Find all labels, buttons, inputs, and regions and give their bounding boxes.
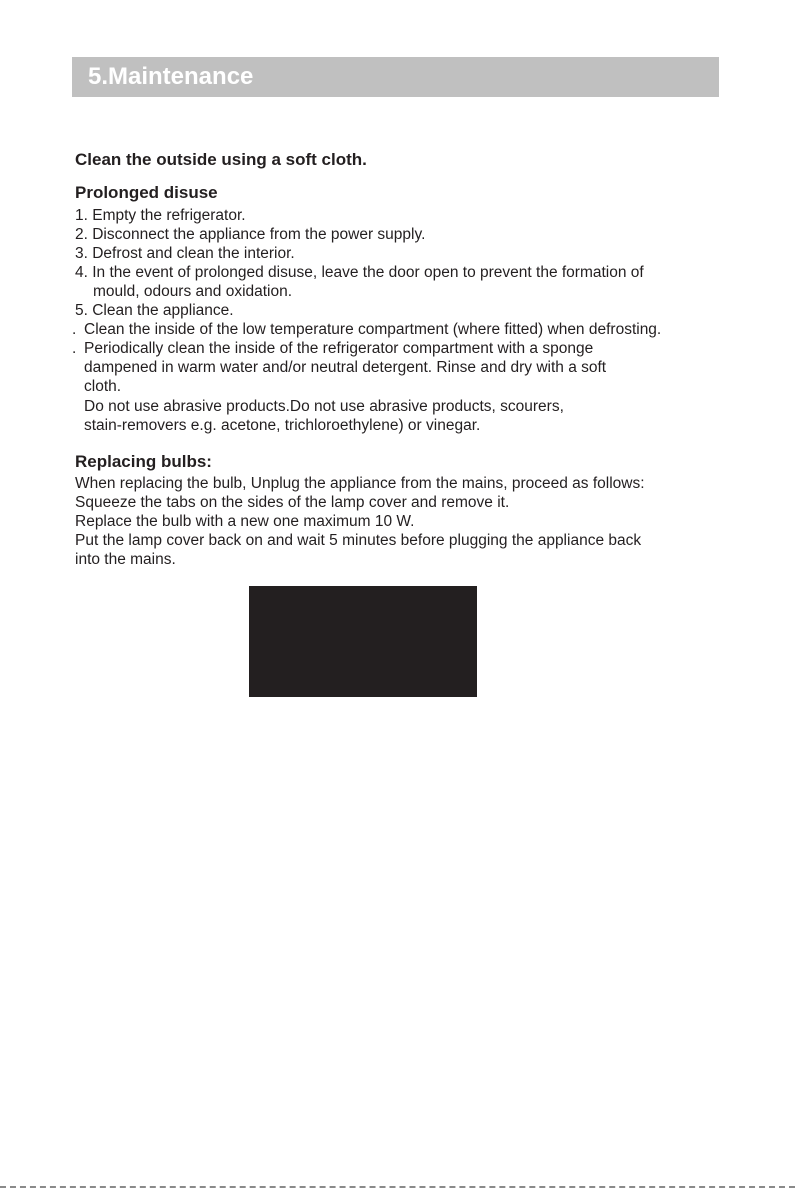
cleaning-bullet-1: Clean the inside of the low temperature compartment (where fitted) when defrosting.: [84, 321, 662, 338]
abrasive-warning-line-2: stain-removers e.g. acetone, trichloroethylene) or vinegar.: [84, 417, 481, 434]
disuse-step-1: 1. Empty the refrigerator.: [75, 207, 246, 224]
bullet-marker-1: .: [72, 321, 77, 338]
bulb-line-3: Replace the bulb with a new one maximum 10 W.: [75, 513, 415, 530]
bulb-line-1: When replacing the bulb, Unplug the appliance from the mains, proceed as follows:: [75, 475, 645, 492]
disuse-step-5: 5. Clean the appliance.: [75, 302, 234, 319]
clean-outside-heading: Clean the outside using a soft cloth.: [75, 150, 367, 169]
section-title-bar: [72, 57, 719, 97]
disuse-step-3: 3. Defrost and clean the interior.: [75, 245, 295, 262]
cleaning-bullet-2-line-2: dampened in warm water and/or neutral detergent. Rinse and dry with a soft: [84, 359, 607, 376]
cleaning-bullet-2-line-3: cloth.: [84, 378, 122, 395]
replacing-bulbs-heading: Replacing bulbs:: [75, 452, 212, 471]
cleaning-bullet-2-line-1: Periodically clean the inside of the refrigerator compartment with a sponge: [84, 340, 594, 357]
section-title: 5.Maintenance: [88, 63, 254, 90]
bullet-marker-2: .: [72, 340, 77, 357]
disuse-step-2: 2. Disconnect the appliance from the power supply.: [75, 226, 426, 243]
bulb-line-2: Squeeze the tabs on the sides of the lamp cover and remove it.: [75, 494, 510, 511]
page-bottom-border: [0, 1186, 795, 1188]
disuse-step-4-continued: mould, odours and oxidation.: [93, 283, 293, 300]
prolonged-disuse-heading: Prolonged disuse: [75, 183, 218, 202]
bulb-line-5: into the mains.: [75, 551, 176, 568]
lamp-illustration-placeholder: [249, 586, 477, 697]
disuse-step-4: 4. In the event of prolonged disuse, leave the door open to prevent the formation of: [75, 264, 644, 281]
bulb-line-4: Put the lamp cover back on and wait 5 minutes before plugging the appliance back: [75, 532, 642, 549]
abrasive-warning-line-1: Do not use abrasive products.Do not use abrasive products, scourers,: [84, 398, 564, 415]
